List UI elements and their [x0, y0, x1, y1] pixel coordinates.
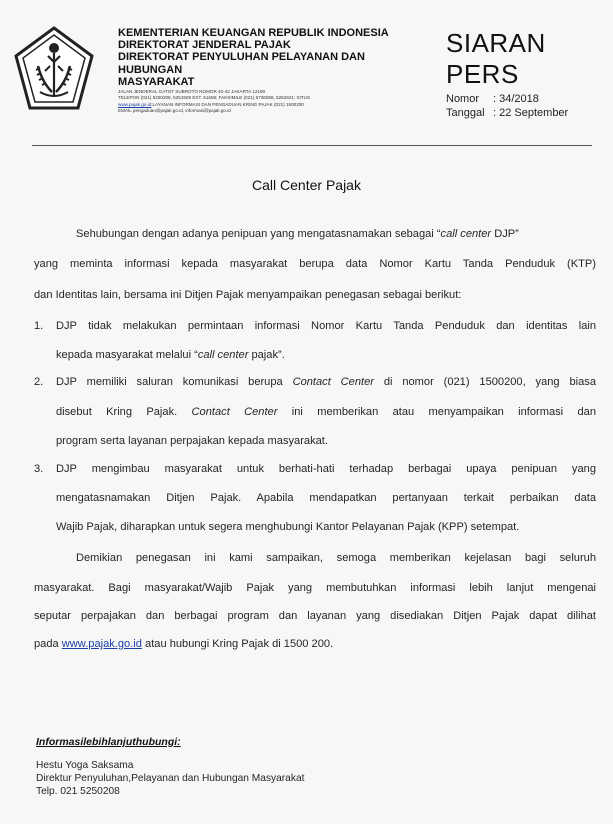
address-block	[118, 89, 418, 114]
closing-text: atau hubungi Kring Pajak di 1500 200.	[141, 638, 334, 650]
release-meta	[446, 92, 568, 120]
tanggal-row	[446, 106, 568, 120]
list-item-text: pajak”.	[248, 349, 285, 361]
list-item-text: ini memberikan atau menyampaikan informasi dan	[277, 406, 596, 418]
intro-emphasis: call center	[440, 228, 492, 240]
intro-text: DJP”	[491, 228, 519, 240]
nomor-value: : 34/2018	[493, 93, 539, 105]
org-line: KEMENTERIAN KEUANGAN REPUBLIK INDONESIA	[118, 27, 389, 39]
kemenkeu-emblem-icon	[14, 26, 94, 110]
list-item-line: Wajib Pajak, diharapkan untuk segera menghubungi Kantor Pelayanan Pajak (KPP) setempat.	[56, 521, 520, 533]
closing-line: masyarakat. Bagi masyarakat/Wajib Pajak yang membutuhkan informasi lebih lanjut mengenai	[34, 582, 596, 594]
org-line: MASYARAKAT	[118, 75, 195, 88]
intro-line: yang meminta informasi kepada masyarakat berupa data Nomor Kartu Tanda Penduduk (KTP)	[34, 258, 596, 270]
organization-name	[118, 27, 423, 88]
list-number: 3.	[34, 463, 44, 475]
list-item-line: mengatasnamakan Ditjen Pajak. Apabila mendapatkan pertanyaan terkait perbaikan data	[56, 492, 596, 504]
contact-heading: Informasilebihlanjuthubungi:	[36, 736, 181, 748]
list-item-emphasis: call center	[197, 349, 249, 361]
list-item-line: DJP tidak melakukan permintaan informasi Nomor Kartu Tanda Penduduk dan identitas lain	[56, 320, 596, 332]
tanggal-label: Tanggal	[446, 107, 485, 119]
press-label-1: SIARAN	[446, 28, 546, 58]
list-item-text: di nomor (021) 1500200, yang biasa	[373, 376, 596, 388]
list-item-line: DJP mengimbau masyarakat untuk berhati-hati terhadap berbagai upaya penipuan yang	[56, 463, 596, 475]
closing-line: seputar perpajakan dan berbagai program dan layanan yang disediakan Ditjen Pajak dapat dilihat	[34, 610, 596, 622]
address-line: JALAN JENDERAL GATOT SUBROTO NOMOR 40-42 JAKARTA 12190	[118, 89, 266, 94]
pajak-website-link[interactable]: www.pajak.go.id	[61, 638, 142, 650]
document-title: Call Center Pajak	[252, 177, 361, 193]
list-item-emphasis: Contact Center	[292, 376, 374, 388]
intro-line: dan Identitas lain, bersama ini Ditjen Pajak menyampaikan penegasan sebagai berikut:	[34, 289, 462, 301]
nomor-row	[446, 92, 568, 106]
contact-name: Hestu Yoga Saksama	[36, 760, 134, 771]
list-number: 1.	[34, 320, 44, 332]
closing-line: Demikian penegasan ini kami sampaikan, semoga memberikan kejelasan bagi seluruh	[76, 552, 596, 564]
closing-line	[34, 638, 333, 650]
org-line: DIREKTORAT JENDERAL PAJAK	[118, 39, 291, 52]
closing-text: pada	[34, 638, 62, 650]
intro-line	[76, 228, 519, 240]
list-item-emphasis: Contact Center	[191, 406, 278, 418]
list-item-line	[56, 406, 596, 418]
list-item-line	[56, 376, 596, 388]
list-number: 2.	[34, 376, 44, 388]
intro-text: Sehubungan dengan adanya penipuan yang mengatasnamakan sebagai “	[76, 228, 441, 240]
org-line: DIREKTORAT PENYULUHAN PELAYANAN DAN HUBUNGAN	[118, 51, 365, 76]
list-item-text: DJP memiliki saluran komunikasi berupa	[56, 376, 293, 388]
contact-position: Direktur Penyuluhan,Pelayanan dan Hubungan Masyarakat	[36, 773, 305, 784]
press-release-label	[446, 28, 546, 90]
list-item-line: program serta layanan perpajakan kepada masyarakat.	[56, 435, 328, 447]
tanggal-value: : 22 September	[493, 107, 569, 119]
list-item-line	[56, 349, 285, 361]
press-label-2: PERS	[446, 59, 519, 89]
contact-phone: Telp. 021 5250208	[36, 786, 120, 797]
list-item-text: disebut Kring Pajak.	[56, 406, 192, 418]
list-item-text: kepada masyarakat melalui “	[56, 349, 198, 361]
address-line: EMAIL pengaduan@pajak.go.id, informasi@pajak.go.id	[118, 107, 231, 113]
website-link[interactable]: www.pajak.go.id	[118, 101, 152, 107]
address-line-text: ;LAYANAN INFORMASI DAN PENGADUAN KRING PAJAK (021) 1500200	[151, 101, 304, 107]
nomor-label: Nomor	[446, 93, 480, 105]
address-line: TELEPON (021) 5250208, 5251509 EXT. 51658; FAKSIMILE (021) 5736088, 5262921; SITUS	[118, 95, 311, 101]
header-divider	[32, 145, 592, 146]
